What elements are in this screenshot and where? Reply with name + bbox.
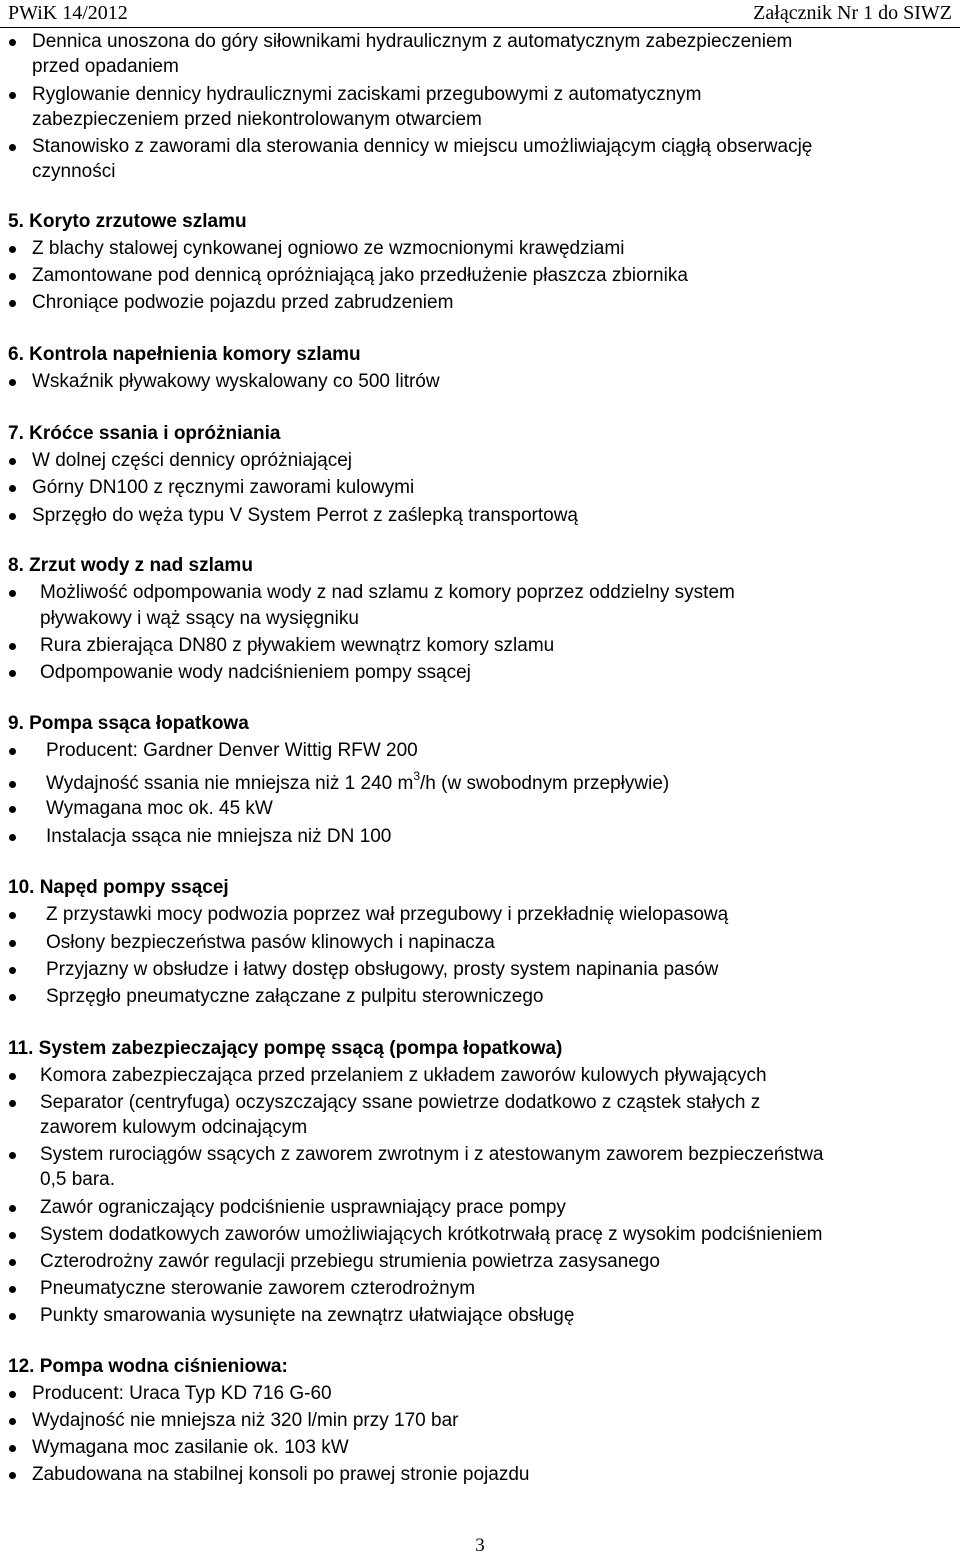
list-item-text: przed opadaniem bbox=[32, 56, 179, 77]
bullet-icon bbox=[9, 39, 16, 46]
list-item-text: zabezpieczeniem przed niekontrolowanym otwarciem bbox=[32, 109, 482, 130]
bullet-icon bbox=[9, 379, 16, 386]
list-item-text: zaworem kulowym odcinającym bbox=[40, 1117, 308, 1138]
list-item-text: Producent: Gardner Denver Wittig RFW 200 bbox=[46, 740, 418, 761]
list-item-text: Komora zabezpieczająca przed przelaniem z układem zaworów kulowych pływających bbox=[40, 1065, 767, 1086]
bullet-icon bbox=[9, 1100, 16, 1107]
list-item-text: System rurociągów ssących z zaworem zwrotnym i z atestowanym zaworem bezpieczeństwa bbox=[40, 1144, 824, 1165]
bullet-icon bbox=[9, 92, 16, 99]
header-rule bbox=[0, 27, 960, 28]
bullet-icon bbox=[9, 940, 16, 947]
list-item-text: Wskaźnik pływakowy wyskalowany co 500 litrów bbox=[32, 371, 440, 392]
list-item-text: Zawór ograniczający podciśnienie usprawniający prace pompy bbox=[40, 1197, 566, 1218]
list-item-text: Sprzęgło do węża typu V System Perrot z zaślepką transportową bbox=[32, 505, 578, 526]
bullet-icon bbox=[9, 1391, 16, 1398]
bullet-icon bbox=[9, 1152, 16, 1159]
page-number: 3 bbox=[475, 1535, 485, 1556]
list-item-text: Z przystawki mocy podwozia poprzez wał przegubowy i przekładnię wielopasową bbox=[46, 904, 729, 925]
section-heading: 6. Kontrola napełnienia komory szlamu bbox=[8, 344, 361, 365]
list-item-text: Wydajność nie mniejsza niż 320 l/min przy 170 bar bbox=[32, 1410, 459, 1431]
list-item-text: W dolnej części dennicy opróżniającej bbox=[32, 450, 352, 471]
list-item-text: Osłony bezpieczeństwa pasów klinowych i napinacza bbox=[46, 932, 495, 953]
page-header bbox=[0, 0, 960, 26]
section-heading: 11. System zabezpieczający pompę ssącą (pompa łopatkowa) bbox=[8, 1038, 563, 1059]
bullet-icon bbox=[9, 1472, 16, 1479]
bullet-icon bbox=[9, 806, 16, 813]
bullet-icon bbox=[9, 246, 16, 253]
bullet-icon bbox=[9, 1313, 16, 1320]
bullet-icon bbox=[9, 590, 16, 597]
section-heading: 7. Króćce ssania i opróżniania bbox=[8, 423, 281, 444]
bullet-icon bbox=[9, 1073, 16, 1080]
section-heading: 10. Napęd pompy ssącej bbox=[8, 877, 229, 898]
section-heading: 12. Pompa wodna ciśnieniowa: bbox=[8, 1356, 288, 1377]
list-item-text: Możliwość odpompowania wody z nad szlamu z komory poprzez oddzielny system bbox=[40, 582, 735, 603]
bullet-icon bbox=[9, 1418, 16, 1425]
list-item-text: Stanowisko z zaworami dla sterowania dennicy w miejscu umożliwiającym ciągłą obserwację bbox=[32, 136, 813, 157]
bullet-icon bbox=[9, 1445, 16, 1452]
unit-superscript: 3 bbox=[413, 769, 421, 783]
bullet-icon bbox=[9, 781, 16, 788]
list-item-text: Wymagana moc ok. 45 kW bbox=[46, 798, 273, 819]
section-heading: 8. Zrzut wody z nad szlamu bbox=[8, 555, 253, 576]
list-item-text: Odpompowanie wody nadciśnieniem pompy ssącej bbox=[40, 662, 471, 683]
list-item-text: czynności bbox=[32, 161, 116, 182]
section-heading: 5. Koryto zrzutowe szlamu bbox=[8, 211, 247, 232]
bullet-icon bbox=[9, 513, 16, 520]
list-item-text: Separator (centryfuga) oczyszczający ssane powietrze dodatkowo z cząstek stałych z bbox=[40, 1092, 761, 1113]
list-item-text: Z blachy stalowej cynkowanej ogniowo ze wzmocnionymi krawędziami bbox=[32, 238, 625, 259]
section-heading: 9. Pompa ssąca łopatkowa bbox=[8, 713, 249, 734]
list-item-text: Punkty smarowania wysunięte na zewnątrz ułatwiające obsługę bbox=[40, 1305, 575, 1326]
bullet-icon bbox=[9, 144, 16, 151]
list-item-text: Czterodrożny zawór regulacji przebiegu strumienia powietrza zasysanego bbox=[40, 1251, 660, 1272]
list-item-text: Wymagana moc zasilanie ok. 103 kW bbox=[32, 1437, 349, 1458]
bullet-icon bbox=[9, 458, 16, 465]
list-item-text: 0,5 bara. bbox=[40, 1169, 115, 1190]
bullet-icon bbox=[9, 1232, 16, 1239]
list-item-text: Dennica unoszona do góry siłownikami hydraulicznym z automatycznym zabezpieczeniem bbox=[32, 31, 793, 52]
bullet-icon bbox=[9, 643, 16, 650]
document-reference: PWiK 14/2012 bbox=[8, 2, 128, 24]
list-item-text: Producent: Uraca Typ KD 716 G-60 bbox=[32, 1383, 332, 1404]
bullet-icon bbox=[9, 994, 16, 1001]
bullet-icon bbox=[9, 1286, 16, 1293]
list-item-text: Górny DN100 z ręcznymi zaworami kulowymi bbox=[32, 477, 415, 498]
bullet-icon bbox=[9, 300, 16, 307]
list-item-text: Instalacja ssąca nie mniejsza niż DN 100 bbox=[46, 826, 392, 847]
bullet-icon bbox=[9, 748, 16, 755]
bullet-icon bbox=[9, 1205, 16, 1212]
list-item-text: Pneumatyczne sterowanie zaworem czterodrożnym bbox=[40, 1278, 476, 1299]
bullet-icon bbox=[9, 834, 16, 841]
list-item-text: Rura zbierająca DN80 z pływakiem wewnątrz komory szlamu bbox=[40, 635, 555, 656]
list-item-text: Chroniące podwozie pojazdu przed zabrudzeniem bbox=[32, 292, 454, 313]
list-item-text: Wydajność ssania nie mniejsza niż 1 240 $m^3/h$ (w swobodnym przepływie) bbox=[46, 769, 670, 794]
list-item-text: Zabudowana na stabilnej konsoli po prawej stronie pojazdu bbox=[32, 1464, 530, 1485]
attachment-label: Załącznik Nr 1 do SIWZ bbox=[753, 2, 952, 24]
bullet-icon bbox=[9, 912, 16, 919]
unit-suffix: /h (w swobodnym przepływie) bbox=[420, 773, 670, 794]
list-item-text: Sprzęgło pneumatyczne załączane z pulpitu sterowniczego bbox=[46, 986, 544, 1007]
bullet-icon bbox=[9, 967, 16, 974]
list-item-text: pływakowy i wąż ssący na wysięgniku bbox=[40, 608, 359, 629]
list-item-text: Przyjazny w obsłudze i łatwy dostęp obsługowy, prosty system napinania pasów bbox=[46, 959, 719, 980]
list-item-text: Ryglowanie dennicy hydraulicznymi zaciskami przegubowymi z automatycznym bbox=[32, 84, 702, 105]
bullet-icon bbox=[9, 670, 16, 677]
bullet-icon bbox=[9, 1259, 16, 1266]
list-item-text: System dodatkowych zaworów umożliwiających krótkotrwałą pracę z wysokim podciśnieniem bbox=[40, 1224, 823, 1245]
bullet-icon bbox=[9, 485, 16, 492]
bullet-icon bbox=[9, 273, 16, 280]
list-item-text: Zamontowane pod dennicą opróżniającą jako przedłużenie płaszcza zbiornika bbox=[32, 265, 688, 286]
